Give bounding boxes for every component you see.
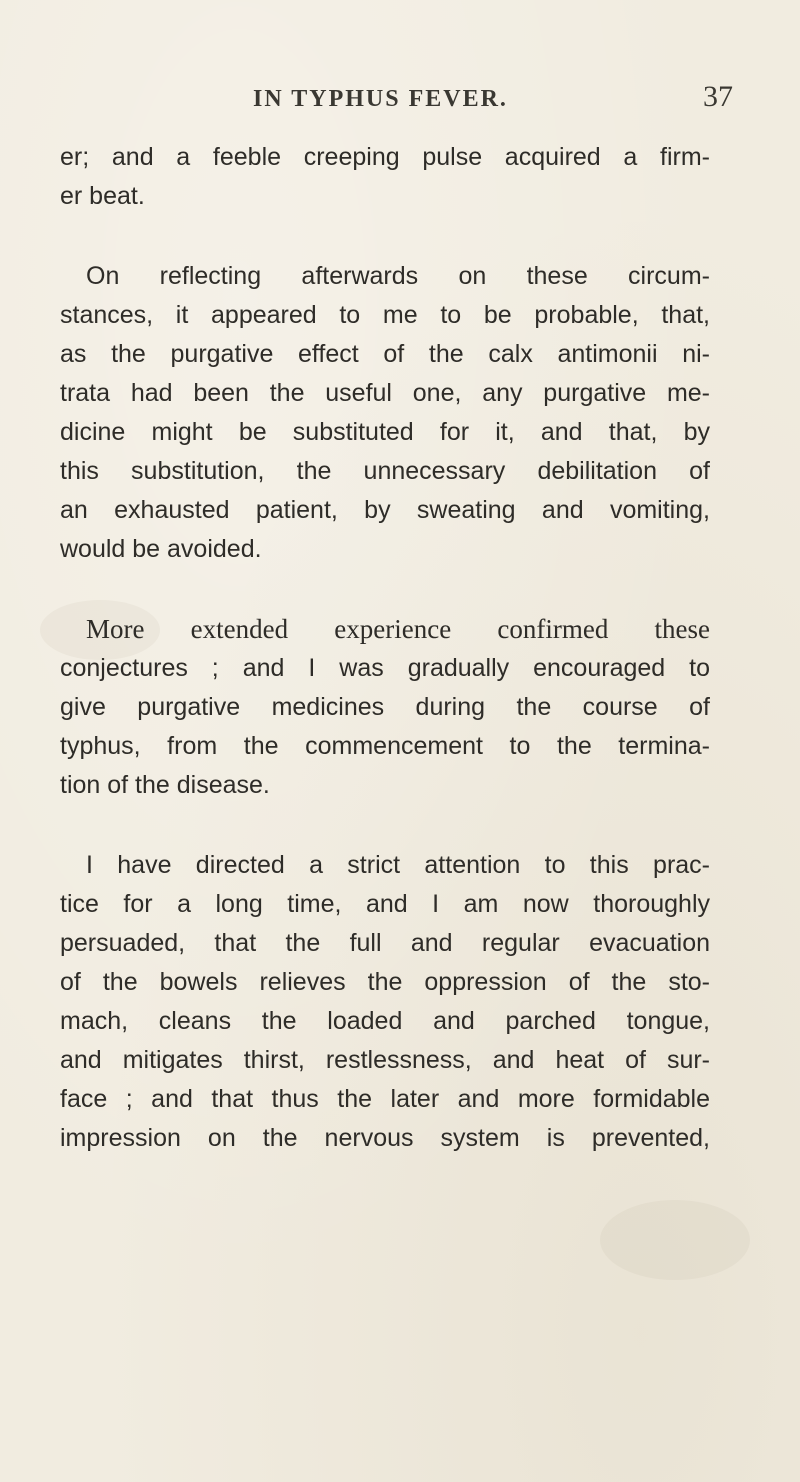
text-line: this substitution, the unnecessary debilitation of (60, 457, 710, 485)
body-text (60, 138, 710, 1199)
text-line: persuaded, that the full and regular evacuation (60, 929, 710, 957)
text-line: tice for a long time, and I am now thoroughly (60, 890, 710, 918)
text-line: conjectures ; and I was gradually encouraged to (60, 654, 710, 682)
text-line: and mitigates thirst, restlessness, and heat of sur- (60, 1046, 710, 1074)
text-line: face ; and that thus the later and more formidable (60, 1085, 710, 1113)
paper-stain (600, 1200, 750, 1280)
text-line: I have directed a strict attention to this prac- (86, 851, 710, 879)
text-line: er beat. (60, 182, 145, 210)
text-line: mach, cleans the loaded and parched tongue, (60, 1007, 710, 1035)
page-number: 37 (703, 80, 733, 113)
text-line: More extended experience confirmed these (86, 614, 710, 644)
paragraph-3 (60, 610, 710, 805)
text-line: an exhausted patient, by sweating and vomiting, (60, 496, 710, 524)
text-line: trata had been the useful one, any purgative me- (60, 379, 710, 407)
text-line: would be avoided. (60, 535, 262, 563)
text-line: er; and a feeble creeping pulse acquired a firm- (60, 143, 710, 171)
text-line: tion of the disease. (60, 771, 270, 799)
text-line: give purgative medicines during the course of (60, 693, 710, 721)
paragraph-4 (60, 846, 710, 1158)
text-line: as the purgative effect of the calx antimonii ni- (60, 340, 710, 368)
paragraph-1 (60, 138, 710, 216)
text-line: typhus, from the commencement to the termina- (60, 732, 710, 760)
text-line: On reflecting afterwards on these circum- (86, 262, 710, 290)
text-line: of the bowels relieves the oppression of the sto- (60, 968, 710, 996)
paragraph-2 (60, 257, 710, 569)
text-line: stances, it appeared to me to be probable, that, (60, 301, 710, 329)
text-line: impression on the nervous system is prevented, (60, 1124, 710, 1152)
text-line: dicine might be substituted for it, and that, by (60, 418, 710, 446)
running-title: IN TYPHUS FEVER. (253, 86, 508, 112)
running-header (0, 78, 800, 118)
